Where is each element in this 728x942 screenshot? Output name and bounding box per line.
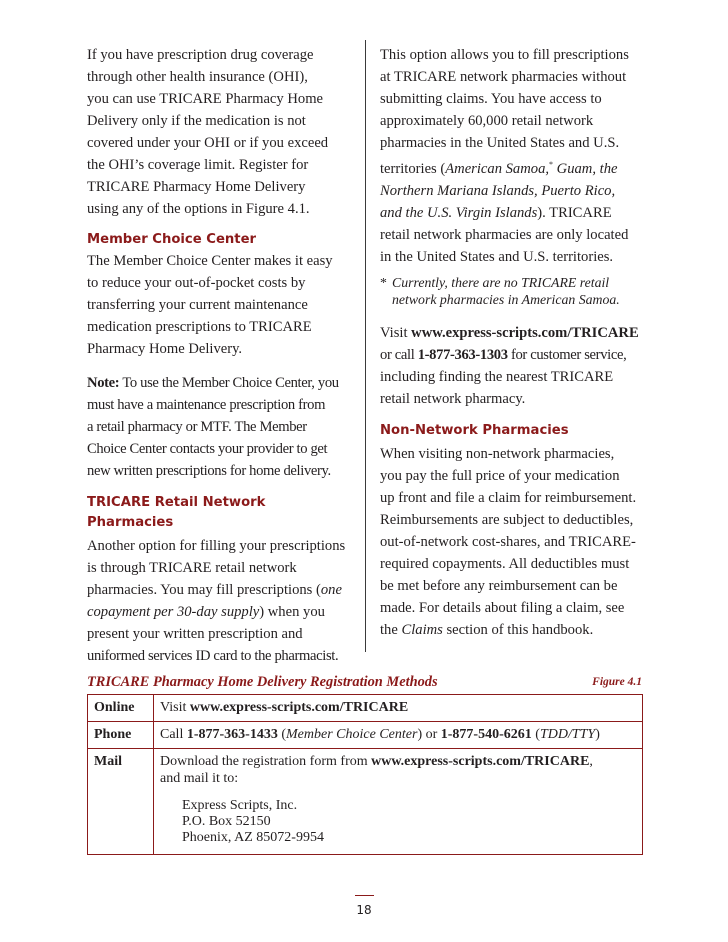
retail-network-heading: TRICARE Retail Network Pharmacies [87, 495, 266, 530]
note-paragraph: Note: To use the Member Choice Center, you must have a maintenance prescription from a retail pharmacy or MTF. The Member Choice Center contacts your provider to get new written prescriptions for home delivery. [87, 375, 339, 479]
online-value: Visit www.express-scripts.com/TRICARE [154, 695, 643, 722]
note-label: Note: [87, 375, 120, 391]
contact-paragraph: Visit www.express-scripts.com/TRICARE or call 1-877-363-1303 for customer service, including finding the nearest TRICARE retail network pharmacy. [380, 324, 639, 407]
online-label: Online [88, 695, 154, 722]
page-number-rule [355, 895, 374, 896]
table-row-phone [88, 722, 643, 749]
right-column [380, 44, 644, 641]
non-network-paragraph: When visiting non-network pharmacies, you pay the full price of your medication up front and file a claim for reimbursement. Reimbursements are subject to deductibles, out-of-network cost-shares, and TRICARE- required copayments. All deductibles must be met before any reimbursement can be made. For details about filing a claim, see the Claims section of this handbook. [380, 445, 637, 638]
mail-label: Mail [88, 749, 154, 855]
page-number: 18 [356, 903, 372, 917]
member-choice-center-paragraph: The Member Choice Center makes it easy to reduce your out-of-pocket costs by transferring your current maintenance medication prescriptions to TRICARE Pharmacy Home Delivery. [87, 253, 333, 357]
registration-methods-table [87, 694, 643, 855]
express-scripts-link[interactable]: www.express-scripts.com/TRICARE [411, 324, 639, 341]
figure-label: Figure 4.1 [592, 676, 642, 688]
left-column [87, 44, 351, 667]
customer-service-phone: 1-877-363-1303 [417, 346, 508, 363]
retail-access-paragraph: This option allows you to fill prescriptions at TRICARE network pharmacies without submitting claims. You have access to approximately 60,000 retail network pharmacies in the United States and U.S. territories (American Samoa,* Guam, the Northern Mariana Islands, Puerto Rico, and the U.S. Virgin Islands). TRICARE retail network pharmacies are only located in the United States and U.S. territories. [380, 47, 629, 265]
retail-network-paragraph: Another option for filling your prescriptions is through TRICARE retail network pharmacies. You may fill prescriptions (one copayment per 30-day supply) when you present your written prescription and uniformed services ID card to the pharmacist. [87, 538, 346, 664]
table-row-online [88, 695, 643, 722]
mail-value: Download the registration form from www.express-scripts.com/TRICARE, and mail it to: Express Scripts, Inc. P.O. Box 52150 Phoenix, AZ 85072-9954 [154, 749, 643, 855]
non-network-heading: Non-Network Pharmacies [380, 422, 569, 438]
phone-label: Phone [88, 722, 154, 749]
intro-paragraph: If you have prescription drug coverage through other health insurance (OHI), you can use TRICARE Pharmacy Home Delivery only if the medication is not covered under your OHI or if you exceed the OHI’s coverage limit. Register for TRICARE Pharmacy Home Delivery using any of the options in Figure 4.1. [87, 47, 329, 217]
mail-url[interactable]: www.express-scripts.com/TRICARE [371, 754, 590, 769]
member-choice-center-heading: Member Choice Center [87, 232, 257, 247]
table-row-mail [88, 749, 643, 855]
phone-value: Call 1-877-363-1433 (Member Choice Center) or 1-877-540-6261 (TDD/TTY) [154, 722, 643, 749]
figure-title-row [87, 674, 642, 694]
column-divider [365, 40, 366, 652]
figure-title: TRICARE Pharmacy Home Delivery Registration Methods [87, 674, 438, 690]
footnote: * Currently, there are no TRICARE retail network pharmacies in American Samoa. [380, 274, 620, 307]
online-url[interactable]: www.express-scripts.com/TRICARE [189, 700, 409, 715]
mailing-address: Express Scripts, Inc. P.O. Box 52150 Phoenix, AZ 85072-9954 [182, 798, 324, 845]
